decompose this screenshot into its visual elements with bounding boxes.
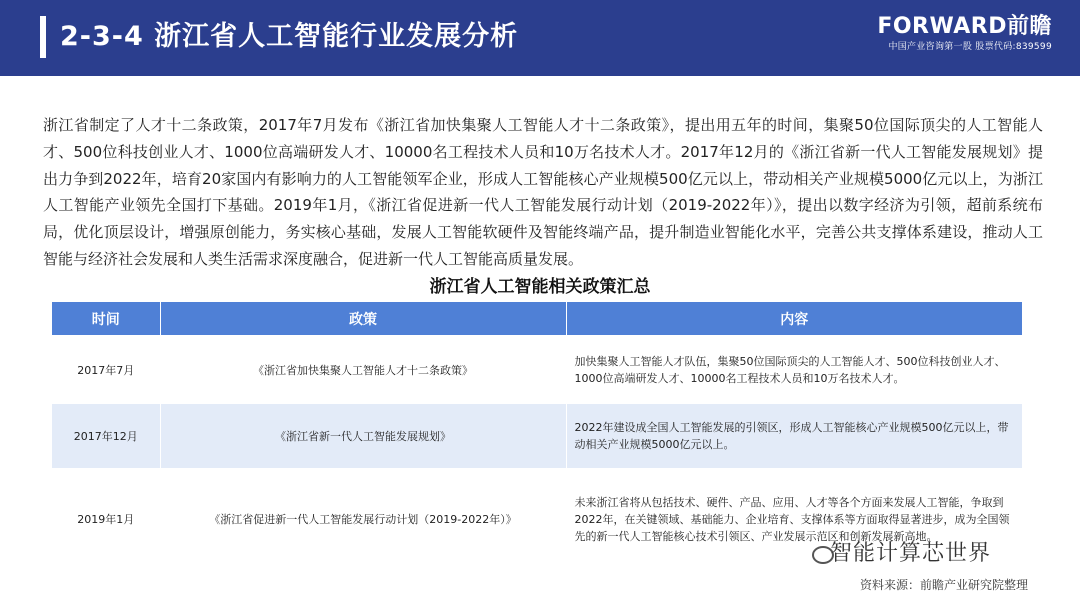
cell-content: 2022年建设成全国人工智能发展的引领区，形成人工智能核心产业规模500亿元以上，带动相关产业规模5000亿元以上。	[566, 404, 1022, 468]
page-title: 2-3-4 浙江省人工智能行业发展分析	[60, 21, 519, 52]
cell-content: 加快集聚人工智能人才队伍，集聚50位国际顶尖的人工智能人才、500位科技创业人才、1000位高端研发人才、10000名工程技术人员和10万名技术人才。	[566, 335, 1022, 404]
logo-brand: FORWARD前瞻	[877, 14, 1052, 39]
column-header-policy: 政策	[160, 302, 566, 335]
cell-time: 2017年7月	[52, 335, 160, 404]
cell-policy: 《浙江省促进新一代人工智能发展行动计划（2019-2022年）》	[160, 468, 566, 570]
source-note: 资料来源：前瞻产业研究院整理	[859, 578, 1028, 592]
cell-policy: 《浙江省新一代人工智能发展规划》	[160, 404, 566, 468]
policy-table	[52, 302, 1022, 570]
forward-logo	[877, 14, 1052, 54]
cell-policy: 《浙江省加快集聚人工智能人才十二条政策》	[160, 335, 566, 404]
table-title: 浙江省人工智能相关政策汇总	[429, 277, 651, 297]
column-header-time: 时间	[52, 302, 160, 335]
column-header-content: 内容	[566, 302, 1022, 335]
logo-subtitle: 中国产业咨询第一股 股票代码:839599	[888, 42, 1052, 52]
intro-paragraph: 浙江省制定了人才十二条政策，2017年7月发布《浙江省加快集聚人工智能人才十二条政策》，提出用五年的时间，集聚50位国际顶尖的人工智能人才、500位科技创业人才、1000位高端研发人才、10000名工程技术人员和10万名技术人才。2017年12月的《浙江省新一代人工智能发展规划》提出力争到2022年，培育20家国内有影响力的人工智能领军企业，形成人工智能核心产业规模500亿元以上，带动相关产业规模5000亿元以上，为浙江人工智能产业领先全国打下基础。2019年1月，《浙江省促进新一代人工智能发展行动计划（2019-2022年）》，提出以数字经济为引领，超前系统布局，优化顶层设计，增强原创能力，务实核心基础，发展人工智能软硬件及智能终端产品，提升制造业智能化水平，完善公共支撑体系建设，推动人工智能与经济社会发展和人类生活需求深度融合，促进新一代人工智能高质量发展。	[43, 116, 1043, 268]
table-header-row	[52, 302, 1022, 335]
cell-time: 2019年1月	[52, 468, 160, 570]
cell-time: 2017年12月	[52, 404, 160, 468]
title-accent-bar	[40, 16, 46, 58]
cell-content: 未来浙江省将从包括技术、硬件、产品、应用、人才等各个方面来发展人工智能，争取到2022年，在关键领域、基础能力、企业培育、支撑体系等方面取得显著进步，成为全国领先的新一代人工智能核心技术引领区、产业发展示范区和创新发展新高地。	[566, 468, 1022, 570]
table-row	[52, 404, 1022, 468]
header-bar	[0, 0, 1080, 76]
table-row	[52, 335, 1022, 404]
watermark-text: 智能计算芯世界	[830, 541, 992, 566]
